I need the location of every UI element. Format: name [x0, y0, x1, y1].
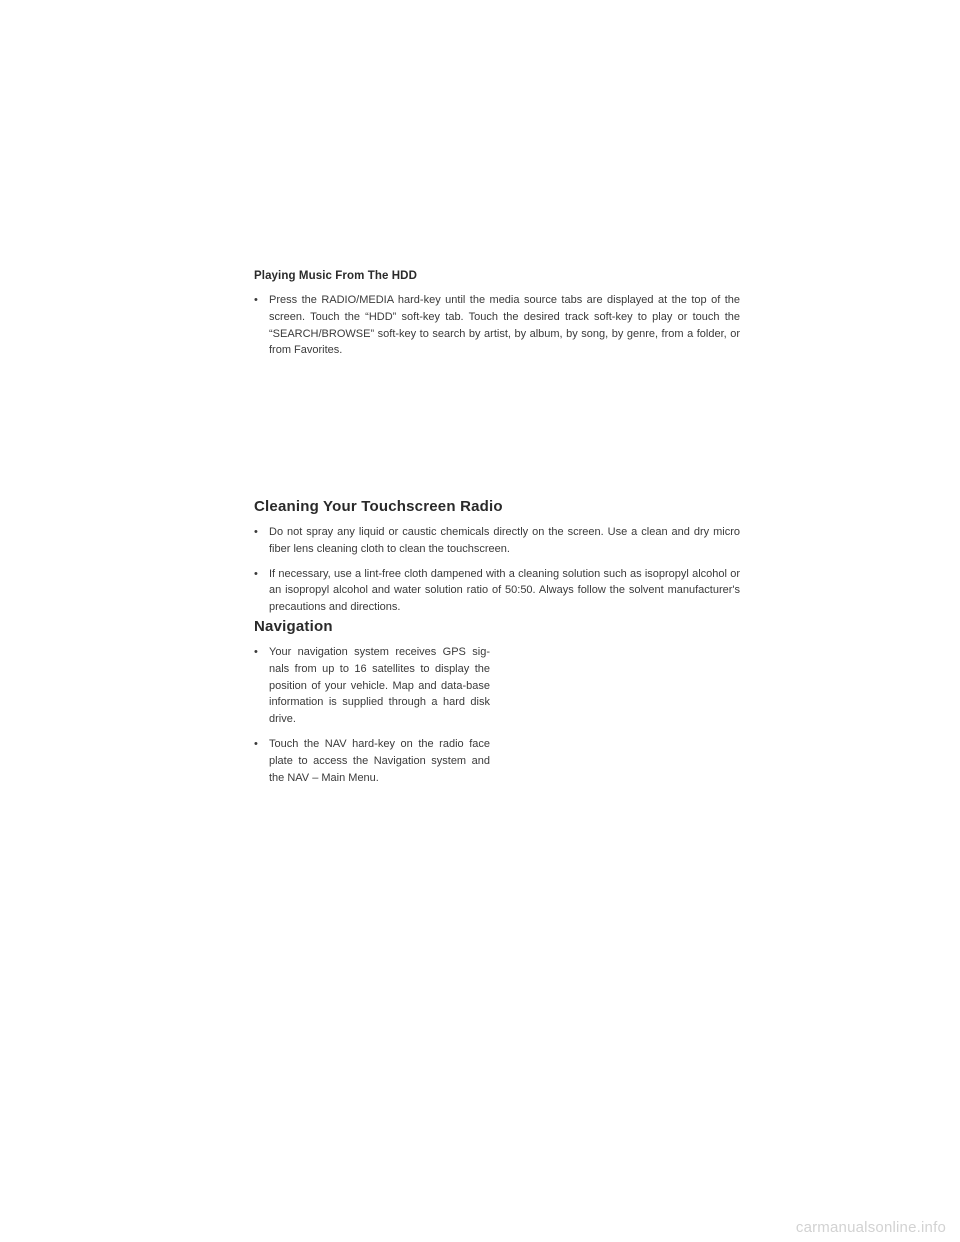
list-item-text: Your navigation system receives GPS sig-nals from up to 16 satellites to display the position of your vehicle. Map and data-base information is supplied through a hard disk drive.	[269, 646, 490, 726]
navigation-section-title: Navigation	[254, 618, 333, 635]
hdd-section	[254, 270, 740, 367]
cleaning-bullet-list	[254, 524, 740, 616]
cleaning-section-title: Cleaning Your Touchscreen Radio	[254, 498, 503, 515]
bullet-icon: •	[254, 526, 258, 538]
hdd-section-title: Playing Music From The HDD	[254, 270, 417, 282]
list-item	[254, 644, 490, 728]
list-item	[254, 524, 740, 558]
watermark: carmanualsonline.info	[795, 1219, 946, 1236]
list-item-text: Do not spray any liquid or caustic chemicals directly on the screen. Use a clean and dry micro fiber lens cleaning cloth to clean the touchscreen.	[269, 526, 740, 555]
list-item	[254, 566, 740, 616]
navigation-section	[254, 618, 490, 794]
list-item-text: Touch the NAV hard-key on the radio face plate to access the Navigation system and the NAV – Main Menu.	[269, 737, 490, 784]
list-item	[254, 292, 740, 359]
navigation-bullet-list	[254, 644, 490, 786]
bullet-icon: •	[254, 646, 258, 658]
bullet-icon: •	[254, 567, 258, 580]
list-item-text: If necessary, use a lint-free cloth dampened with a cleaning solution such as isopropyl alcohol or an isopropyl alcohol and water solution ratio of 50:50. Always follow the solvent manufacturer's precautions and directions.	[269, 567, 740, 614]
list-item	[254, 736, 490, 786]
hdd-bullet-list	[254, 292, 740, 359]
cleaning-section	[254, 498, 740, 624]
bullet-icon: •	[254, 294, 258, 306]
list-item-text: Press the RADIO/MEDIA hard-key until the media source tabs are displayed at the top of the screen. Touch the “HDD” soft-key tab. Touch the desired track soft-key to play or touch the “SEARCH/BROWSE” soft-key to search by artist, by album, by song, by genre, from a folder, or from Favorites.	[269, 294, 740, 357]
bullet-icon: •	[254, 737, 258, 750]
